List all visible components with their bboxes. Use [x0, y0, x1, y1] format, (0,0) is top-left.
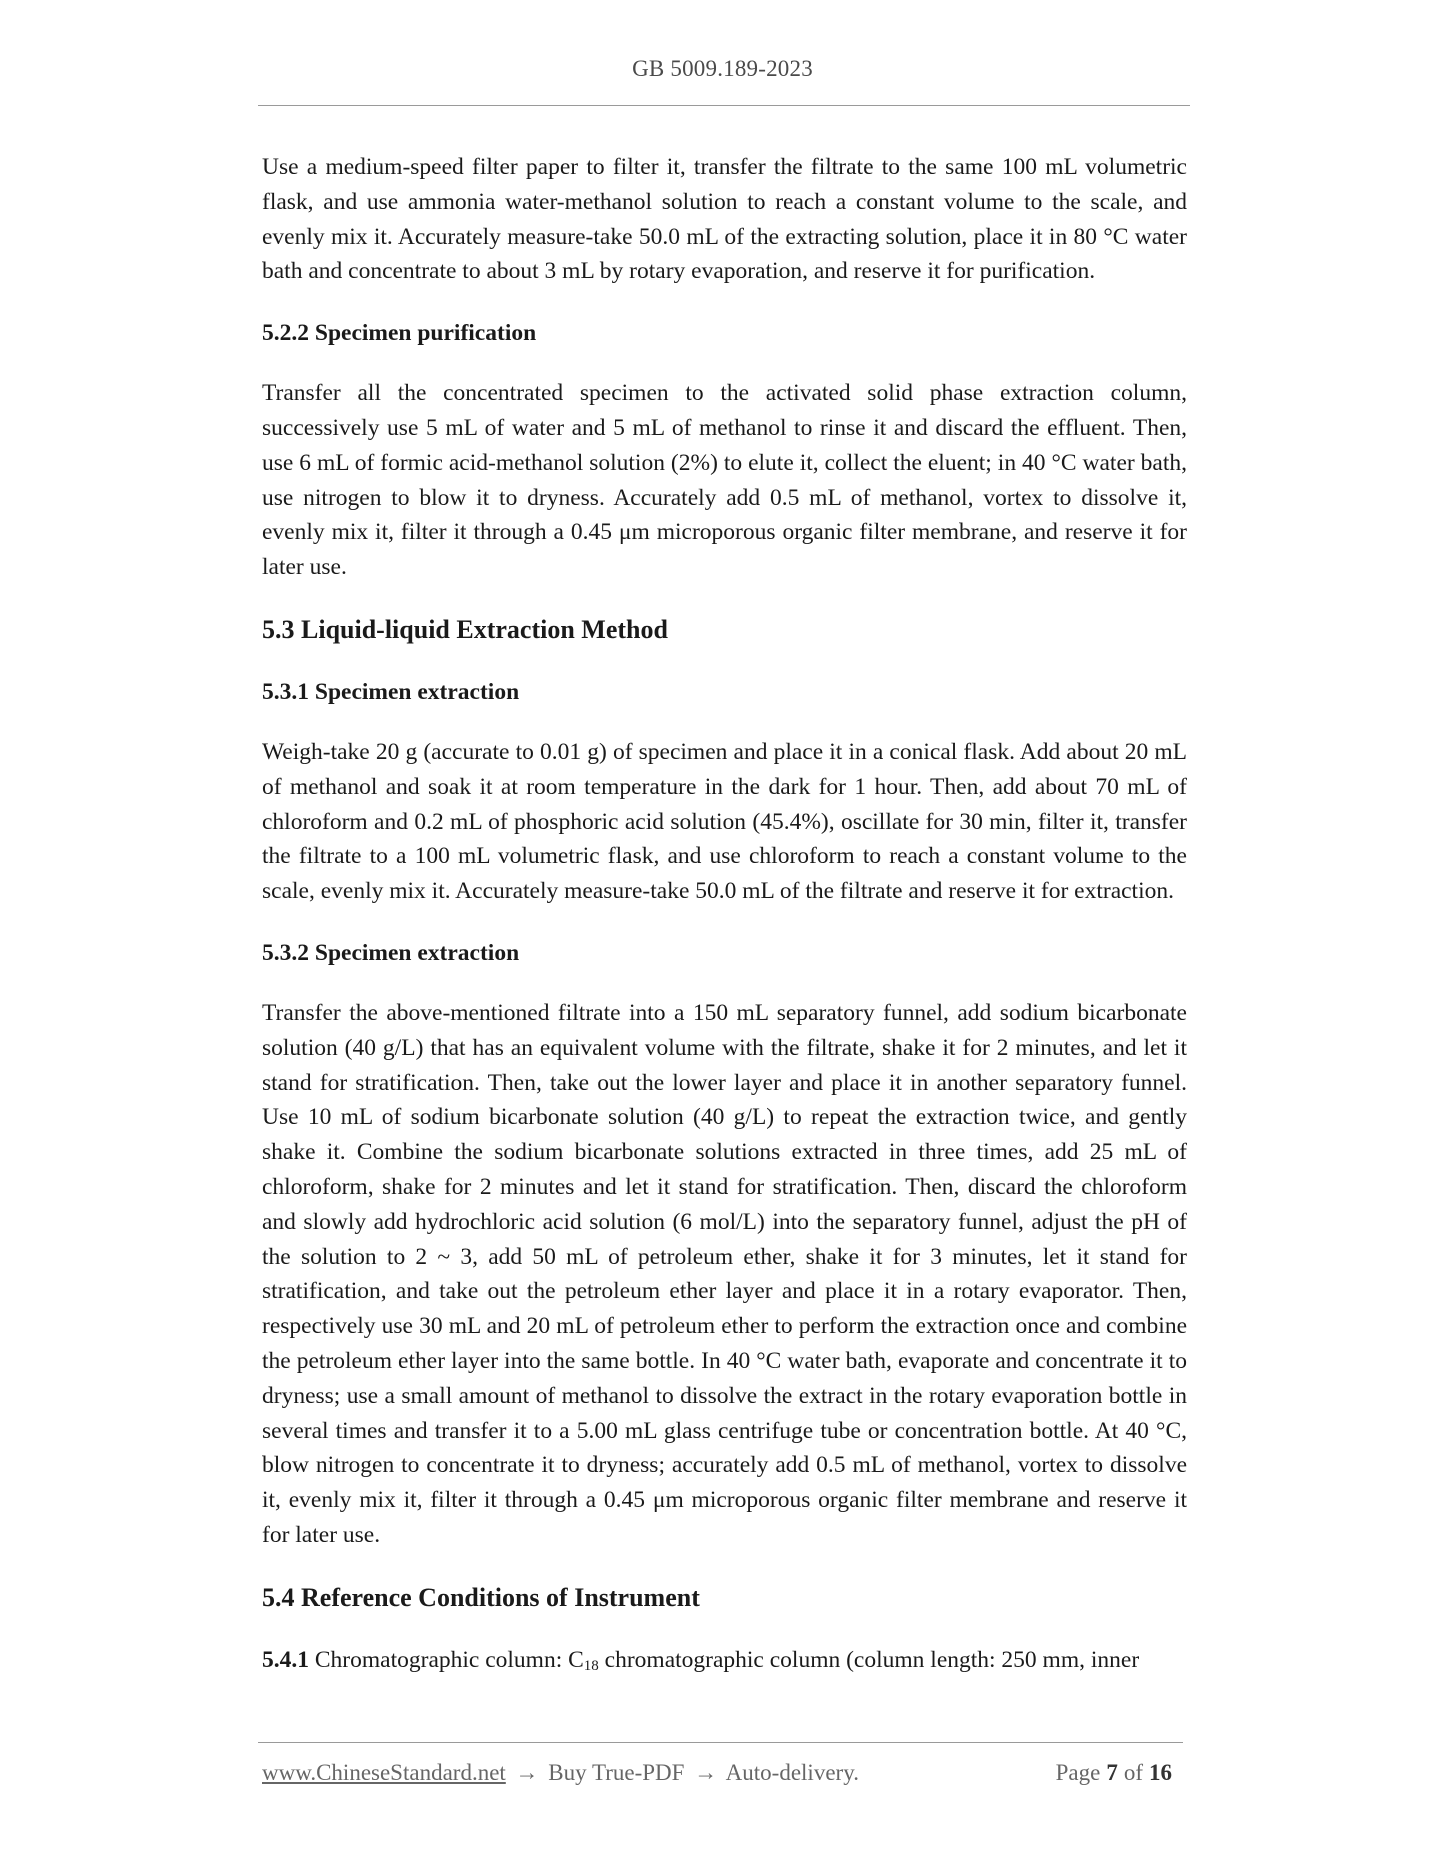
arrow-right-icon: → [694, 1760, 718, 1785]
header-divider [258, 105, 1190, 106]
site-link[interactable]: www.ChineseStandard.net [262, 1760, 506, 1785]
heading-5-3-2: 5.3.2 Specimen extraction [262, 939, 520, 966]
document-body [262, 150, 1187, 1678]
item-5-4-1-subscript: 18 [583, 1657, 599, 1674]
page-label: Page [1055, 1760, 1101, 1785]
item-5-4-1-text-b: chromatographic column (column length: 250 mm, inner [604, 1646, 1140, 1673]
paragraph-specimen-extraction-1: Weigh-take 20 g (accurate to 0.01 g) of specimen and place it in a conical flask. Add about 20 mL of methanol and soak it at room temperature in the dark for 1 hour. Then, add about 70 mL of chloroform and 0.2 mL of phosphoric acid solution (45.4%), oscillate for 30 min, filter it, transfer the filtrate to a 100 mL volumetric flask, and use chloroform to reach a constant volume to the scale, evenly mix it. Accurately measure-take 50.0 mL of the filtrate and reserve it for extraction. [262, 738, 1187, 905]
heading-5-3-1: 5.3.1 Specimen extraction [262, 678, 520, 705]
auto-delivery-text: Auto-delivery. [725, 1760, 859, 1785]
item-5-4-1-text-a: Chromatographic column: C [314, 1646, 584, 1673]
current-page: 7 [1106, 1760, 1118, 1785]
buy-true-pdf-text: Buy True-PDF [548, 1760, 685, 1785]
total-pages: 16 [1149, 1760, 1172, 1785]
heading-5-2-2: 5.2.2 Specimen purification [262, 320, 537, 347]
paragraph-specimen-purification: Transfer all the concentrated specimen to the activated solid phase extraction column, successively use 5 mL of water and 5 mL of methanol to rinse it and discard the effluent. Then, use 6 mL of formic acid-methanol solution (2%) to elute it, collect the eluent; in 40 °C water bath, use nitrogen to blow it to dryness. Accurately add 0.5 mL of methanol, vortex to dissolve it, evenly mix it, filter it through a 0.45 μm microporous organic filter membrane, and reserve it for later use. [262, 380, 1187, 581]
paragraph-filtration: Use a medium-speed filter paper to filter it, transfer the filtrate to the same 100 mL volumetric flask, and use ammonia water-methanol solution to reach a constant volume to the scale, and evenly mix it. Accurately measure-take 50.0 mL of the extracting solution, place it in 80 °C water bath and concentrate to about 3 mL by rotary evaporation, and reserve it for purification. [262, 154, 1187, 285]
item-number-5-4-1: 5.4.1 [262, 1646, 309, 1673]
footer-promo [262, 1760, 859, 1786]
page-header: GB 5009.189-2023 [632, 56, 813, 81]
paragraph-specimen-extraction-2: Transfer the above-mentioned filtrate into a 150 mL separatory funnel, add sodium bicarbonate solution (40 g/L) that has an equivalent volume with the filtrate, shake it for 2 minutes, and let it stand for stratification. Then, take out the lower layer and place it in another separatory funnel. Use 10 mL of sodium bicarbonate solution (40 g/L) to repeat the extraction twice, and gently shake it. Combine the sodium bicarbonate solutions extracted in three times, add 25 mL of chloroform, shake for 2 minutes and let it stand for stratification. Then, discard the chloroform and slowly add hydrochloric acid solution (6 mol/L) into the separatory funnel, adjust the pH of the solution to 2 ~ 3, add 50 mL of petroleum ether, shake it for 3 minutes, let it stand for stratification, and take out the petroleum ether layer and place it in a rotary evaporator. Then, respectively use 30 mL and 20 mL of petroleum ether to perform the extraction once and combine the petroleum ether layer into the same bottle. In 40 °C water bath, evaporate and concentrate it to dryness; use a small amount of methanol to dissolve the extract in the rotary evaporation bottle in several times and transfer it to a 5.00 mL glass centrifuge tube or concentration bottle. At 40 °C, blow nitrogen to concentrate it to dryness; accurately add 0.5 mL of methanol, vortex to dissolve it, evenly mix it, filter it through a 0.45 μm microporous organic filter membrane and reserve it for later use. [262, 999, 1187, 1548]
footer-divider [258, 1742, 1183, 1743]
arrow-right-icon: → [515, 1760, 539, 1785]
heading-5-3: 5.3 Liquid-liquid Extraction Method [262, 614, 668, 644]
heading-5-4: 5.4 Reference Conditions of Instrument [262, 1582, 700, 1612]
page-number [1056, 1760, 1178, 1786]
of-label: of [1123, 1760, 1143, 1785]
paragraph-5-4-1 [262, 1643, 1187, 1678]
